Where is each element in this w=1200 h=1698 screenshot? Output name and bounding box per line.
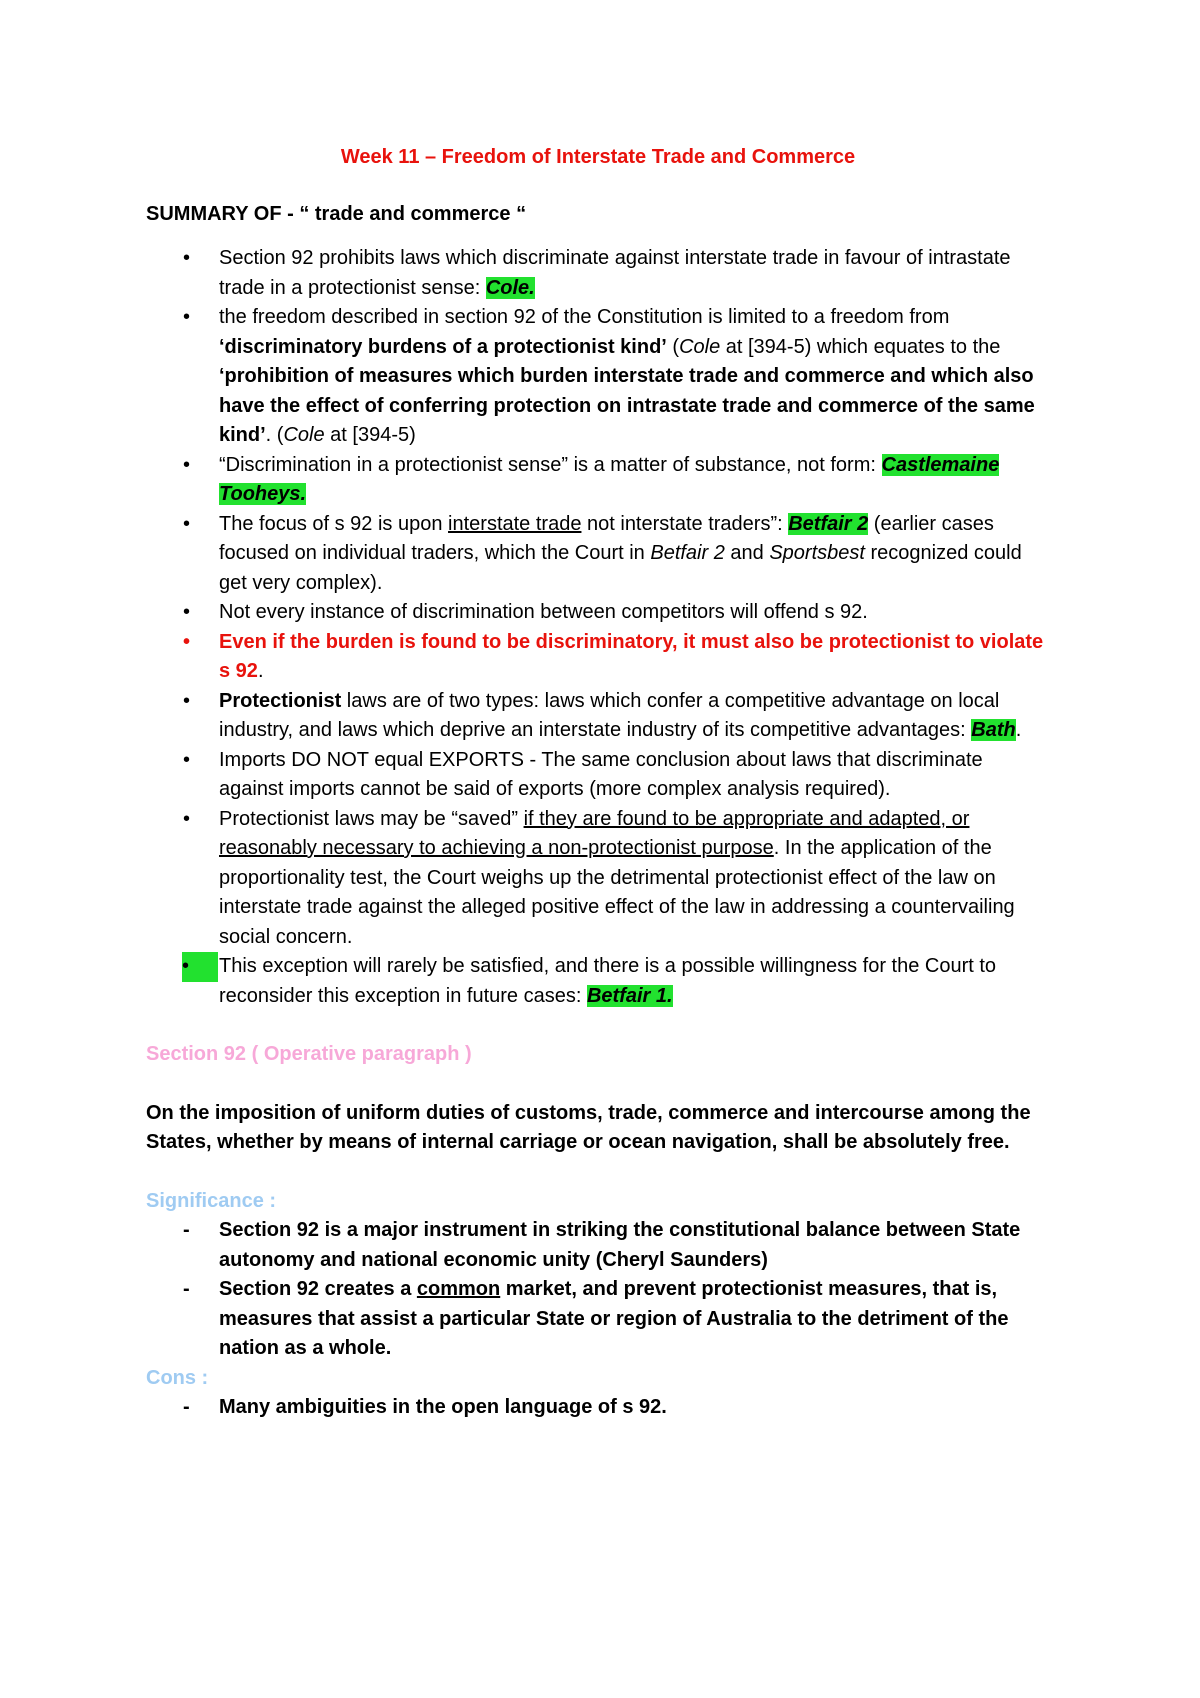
- page-title: Week 11 – Freedom of Interstate Trade and Commerce: [340, 146, 856, 168]
- case-highlight: Castlemaine Tooheys.: [219, 453, 1000, 505]
- bullet-text: . In the application of the proportionality test, the Court weighs up the detrimental protectionist effect of the law on interstate trade against the alleged positive effect of the law in addressing a countervailing social concern.: [219, 837, 1015, 948]
- bold-quote: ‘discriminatory burdens of a protectionist kind’: [219, 335, 667, 358]
- case-highlight: Bath: [971, 719, 1016, 741]
- bullet-marker: •: [183, 601, 191, 623]
- summary-heading: SUMMARY OF - “ trade and commerce “: [146, 202, 527, 225]
- operative-paragraph: On the imposition of uniform duties of customs, trade, commerce and intercourse among the States, whether by means of internal carriage or ocean navigation, shall be absolutely free.: [146, 1101, 1031, 1153]
- bullet-item: [146, 303, 1050, 451]
- case-italic: Cole: [679, 335, 721, 358]
- cons-heading: Cons :: [146, 1366, 209, 1389]
- bullet-text: The focus of s 92 is upon: [219, 512, 449, 535]
- bullet-item: [146, 244, 1050, 303]
- bold-quote: ‘prohibition of measures which burden interstate trade and commerce and which also have the effect of conferring protection on intrastate trade and commerce of the same kind’: [219, 365, 1035, 446]
- bullet-text: .: [1015, 719, 1022, 741]
- dash-marker: -: [183, 1396, 190, 1418]
- bullet-text: This exception will rarely be satisfied, and there is a possible willingness for the Court to reconsider this exception in future cases:: [219, 955, 997, 1007]
- bullet-text: at [394-5): [324, 424, 416, 446]
- underlined-text: common: [416, 1278, 501, 1300]
- summary-bullet-list: [146, 244, 1050, 1011]
- bullet-text: recognized could get very complex).: [219, 542, 1022, 594]
- list-item-text: Section 92 is a major instrument in striking the constitutional balance between State autonomy and national economic unity (Cheryl Saunders): [219, 1219, 1021, 1271]
- bullet-text: (earlier cases focused on individual traders, which the Court in: [219, 512, 994, 564]
- bullet-item: [146, 805, 1050, 953]
- bullet-item: [146, 510, 1050, 599]
- bullet-text: not interstate traders”:: [581, 512, 789, 535]
- bullet-text: . (: [265, 424, 284, 446]
- bullet-item: [146, 952, 1050, 1011]
- bullet-item: [146, 746, 1050, 805]
- bullet-marker: •: [183, 689, 191, 712]
- bullet-marker: •: [183, 630, 191, 653]
- list-item: [146, 1275, 1050, 1364]
- list-item: [146, 1216, 1050, 1275]
- list-item-text: market, and prevent protectionist measures, that is, measures that assist a particular State or region of Australia to the detriment of the nation as a whole.: [219, 1278, 1009, 1359]
- case-highlight: Betfair 1.: [586, 984, 673, 1007]
- significance-list: [146, 1216, 1050, 1364]
- bullet-marker: •: [183, 512, 191, 535]
- bullet-text: Not every instance of discrimination between competitors will offend s 92.: [219, 601, 868, 623]
- bullet-text: at [394-5) which equates to the: [720, 335, 1001, 358]
- bullet-text: .: [257, 660, 264, 682]
- bullet-marker: •: [183, 807, 191, 830]
- list-item-text: Many ambiguities in the open language of s 92.: [219, 1396, 667, 1418]
- bullet-text: laws are of two types: laws which confer a competitive advantage on local industry, and laws which deprive an interstate industry of its competitive advantages:: [219, 689, 1000, 741]
- underlined-text: if they are found to be appropriate and adapted, or reasonably necessary to achieving a non-protectionist purpose: [219, 807, 970, 859]
- bullet-item: [146, 451, 1050, 510]
- bullet-marker: •: [182, 952, 218, 982]
- underlined-text: interstate trade: [448, 512, 582, 535]
- bullet-text: the freedom described in section 92 of the Constitution is limited to a freedom from: [219, 306, 950, 328]
- bullet-item: [146, 687, 1050, 746]
- bullet-item: [146, 598, 1050, 628]
- dash-marker: -: [183, 1278, 190, 1300]
- case-italic: Cole: [283, 424, 325, 446]
- bullet-item: [146, 628, 1050, 687]
- red-emphasis-text: Even if the burden is found to be discriminatory, it must also be protectionist to violate s 92: [219, 630, 1044, 682]
- case-italic: Betfair 2: [650, 542, 725, 564]
- bold-term: Protectionist: [219, 689, 342, 712]
- list-item-text: Section 92 creates a: [219, 1278, 417, 1300]
- bullet-text: (: [666, 335, 680, 358]
- dash-marker: -: [183, 1219, 190, 1241]
- section-heading: Section 92 ( Operative paragraph ): [146, 1043, 472, 1065]
- bullet-text: “Discrimination in a protectionist sense” is a matter of substance, not form:: [219, 453, 882, 476]
- case-highlight: Cole.: [485, 276, 535, 299]
- bullet-text: and: [724, 542, 770, 564]
- cons-list: [146, 1393, 1050, 1423]
- bullet-marker: •: [183, 453, 191, 476]
- bullet-text: Imports DO NOT equal EXPORTS - The same conclusion about laws that discriminate against imports cannot be said of exports (more complex analysis required).: [219, 748, 983, 800]
- bullet-marker: •: [183, 306, 191, 328]
- bullet-text: Protectionist laws may be “saved”: [219, 807, 524, 830]
- list-item: [146, 1393, 1050, 1423]
- bullet-text: Section 92 prohibits laws which discriminate against interstate trade in favour of intrastate trade in a protectionist sense:: [219, 247, 1011, 299]
- bullet-marker: •: [183, 748, 191, 771]
- case-highlight: Betfair 2: [788, 512, 869, 535]
- significance-heading: Significance :: [146, 1189, 277, 1212]
- bullet-marker: •: [183, 247, 191, 269]
- case-italic: Sportsbest: [769, 542, 865, 564]
